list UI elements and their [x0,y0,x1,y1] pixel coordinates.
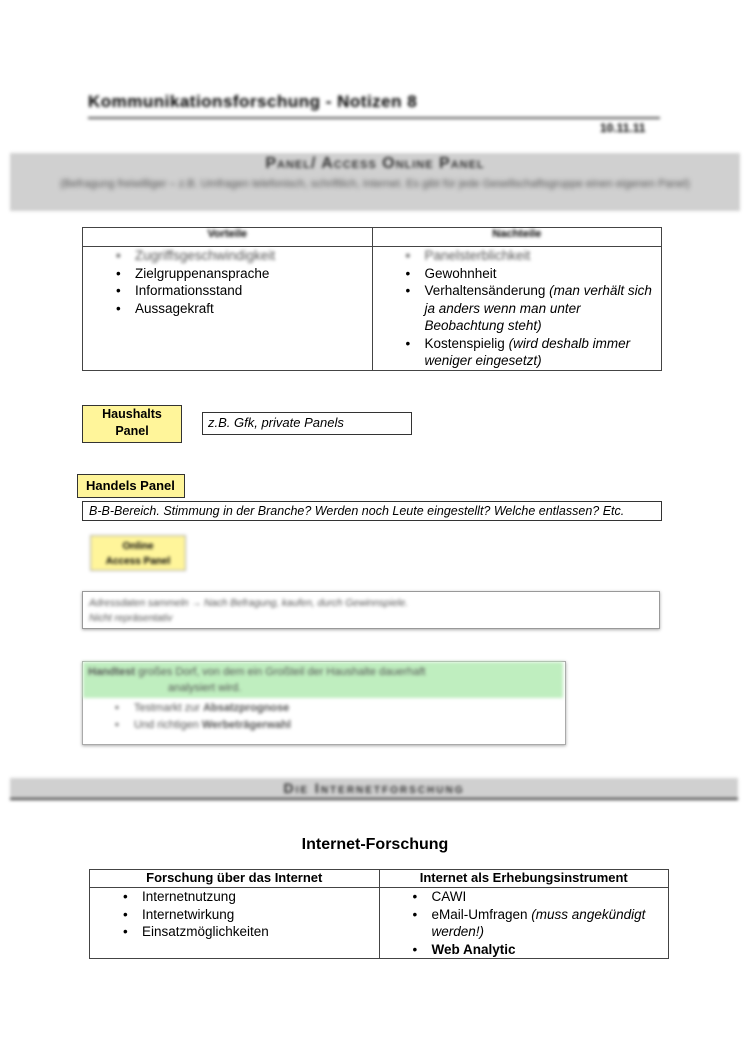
list-item: • CAWI [380,888,669,906]
pros-cons-table [82,227,662,371]
list-item: • Zugriffsgeschwindigkeit [83,247,372,265]
internet-research-table [89,869,669,959]
cons-header: Nachteile [372,228,662,247]
internet-section-band-title: Die Internetforschung [283,780,465,796]
internet-left-cell [90,888,380,959]
list-item: • Kostenspielig (wird deshalb immer weniger eingesetzt) [373,335,662,370]
list-item: • eMail-Umfragen (muss angekündigt werden!) [380,906,669,941]
online-access-panel-label: Online Access Panel [90,535,186,571]
handels-panel-label: Handels Panel [77,474,185,498]
list-item: • Aussagekraft [83,300,372,318]
list-item: • Panelsterblichkeit [373,247,662,265]
pros-header: Vorteile [83,228,373,247]
haushalts-panel-label: Haushalts Panel [82,405,182,443]
list-item: • Verhaltensänderung (man verhält sich ja anders wenn man unter Beobachtung steht) [373,282,662,335]
list-item: • Internetnutzung [90,888,379,906]
list-item: • Web Analytic [380,941,669,959]
document-title: Kommunikationsforschung - Notizen 8 [88,92,418,111]
cons-cell [372,247,662,371]
testmarkt-list [82,700,562,734]
online-access-panel-note: Adressdaten sammeln → Nach Befragung, kaufen, durch Gewinnspiele. Nicht repräsentativ [82,591,660,629]
panel-section-subtitle: (Befragung freiwilliger – z.B. Umfragen telefonisch, schriftlich, Internet. Es gibt für jede Gesellschaftsgruppe einen eigenen Panel) [60,178,690,190]
internet-left-header: Forschung über das Internet [90,870,380,888]
internet-research-title: Internet-Forschung [301,836,449,853]
list-item: • Informationsstand [83,282,372,300]
list-item: • Gewohnheit [373,265,662,283]
list-item: • Testmarkt zur Absatzprognose [82,700,562,717]
list-item: • Einsatzmöglichkeiten [90,923,379,941]
list-item: • Und richtigen Werbeträgerwahl [82,717,562,734]
haushalts-panel-note: z.B. Gfk, private Panels [202,412,412,435]
pros-cell [83,247,373,371]
document-date: 10.11.11 [600,121,646,135]
internet-right-header: Internet als Erhebungsinstrument [379,870,669,888]
testmarkt-description: Handtest großes Dorf, von dem ein Großteil der Haushalte dauerhaft analysiert wird. [88,666,426,694]
handels-panel-note: B-B-Bereich. Stimmung in der Branche? Werden noch Leute eingestellt? Welche entlassen? Etc. [82,501,662,521]
title-rule [88,117,660,119]
list-item: • Internetwirkung [90,906,379,924]
panel-section-title: Panel/ Access Online Panel [265,155,485,172]
internet-right-cell [379,888,669,959]
list-item: • Zielgruppenansprache [83,265,372,283]
